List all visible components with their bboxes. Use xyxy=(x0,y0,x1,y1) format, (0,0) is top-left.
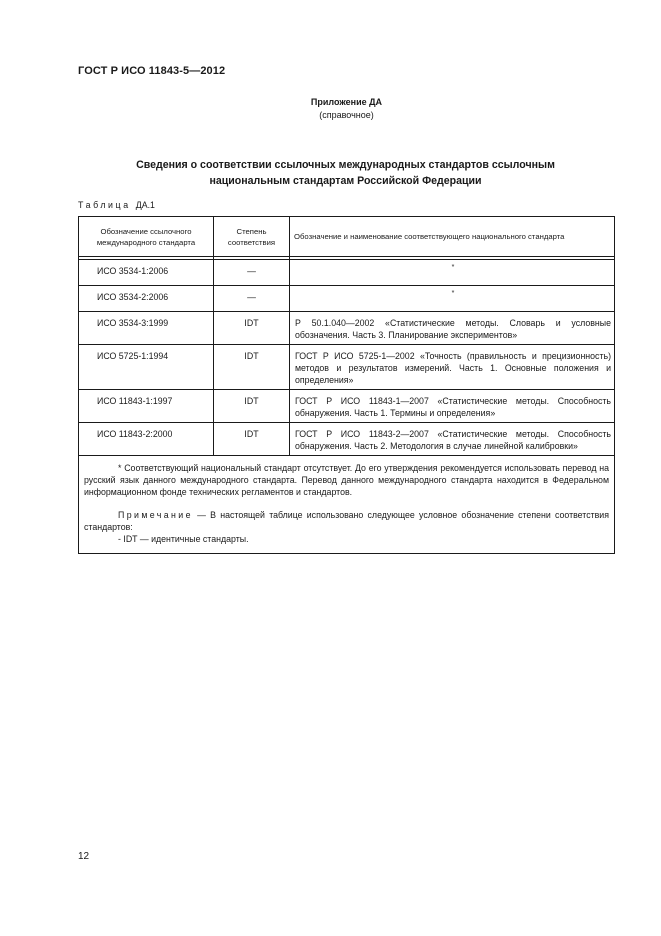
header-col2-line-2: соответствия xyxy=(227,237,276,247)
cell-standard: ИСО 3534-2:2006 xyxy=(79,286,214,312)
table-row xyxy=(79,312,615,345)
document-code: ГОСТ Р ИСО 11843-5—2012 xyxy=(78,65,226,77)
appendix-title: Приложение ДА xyxy=(310,97,383,107)
header-degree xyxy=(214,217,290,257)
appendix-heading xyxy=(0,96,661,122)
section-title-line-1: Сведения о соответствии ссылочных международных стандартов ссылочным xyxy=(136,159,555,171)
header-col1-line-1: Обозначение ссылочного xyxy=(100,226,192,236)
table-caption xyxy=(78,200,155,210)
table-caption-number: ДА.1 xyxy=(135,200,155,210)
cell-national: * xyxy=(290,286,615,312)
page-number: 12 xyxy=(78,851,90,862)
table-row xyxy=(79,260,615,286)
cell-degree: IDT xyxy=(214,312,290,345)
cell-standard: ИСО 3534-1:2006 xyxy=(79,260,214,286)
cell-national: * xyxy=(290,260,615,286)
cell-standard: ИСО 5725-1:1994 xyxy=(79,345,214,390)
table-notes xyxy=(79,456,615,554)
cell-standard: ИСО 11843-2:2000 xyxy=(79,423,214,456)
header-col2-line-1: Степень xyxy=(236,226,267,236)
cell-standard: ИСО 3534-3:1999 xyxy=(79,312,214,345)
cell-degree: IDT xyxy=(214,423,290,456)
cell-national: Р 50.1.040—2002 «Статистические методы. Словарь и условные обозначения. Часть 3. Планирование экспериментов» xyxy=(290,312,615,345)
note xyxy=(84,509,609,533)
header-col1-line-2: международного стандарта xyxy=(96,237,196,247)
section-title-line-2: национальным стандартам Российской Федерации xyxy=(209,175,482,187)
section-title xyxy=(78,157,613,189)
cell-standard: ИСО 11843-1:1997 xyxy=(79,390,214,423)
header-national-standard: Обозначение и наименование соответствующего национального стандарта xyxy=(290,217,615,257)
cell-degree: — xyxy=(214,286,290,312)
cell-national: ГОСТ Р ИСО 11843-2—2007 «Статистические методы. Способность обнаружения. Часть 2. Методология в случае линейной калибровки» xyxy=(290,423,615,456)
table-row xyxy=(79,345,615,390)
appendix-subtitle: (справочное) xyxy=(319,110,374,120)
table-caption-label: Таблица xyxy=(78,200,131,210)
footnote: * Соответствующий национальный стандарт отсутствует. До его утверждения рекомендуется использовать перевод на русский язык данного международного стандарта. Перевод данного международного стандарта находится в Федеральном информационном фонде технических регламентов и стандартов. xyxy=(84,463,609,497)
cell-degree: — xyxy=(214,260,290,286)
table-row xyxy=(79,286,615,312)
cell-national: ГОСТ Р ИСО 11843-1—2007 «Статистические методы. Способность обнаружения. Часть 1. Термины и определения» xyxy=(290,390,615,423)
note-label: Примечание xyxy=(118,510,193,520)
header-international-standard xyxy=(79,217,214,257)
cell-degree: IDT xyxy=(214,345,290,390)
cell-national: ГОСТ Р ИСО 5725-1—2002 «Точность (правильность и прецизионность) методов и результатов измерений. Часть 1. Основные положения и определения» xyxy=(290,345,615,390)
table-header-row xyxy=(79,217,615,257)
table-notes-row xyxy=(79,456,615,554)
correspondence-table xyxy=(78,216,615,554)
note-item: - IDT — идентичные стандарты. xyxy=(118,534,249,544)
table-row xyxy=(79,390,615,423)
table-row xyxy=(79,423,615,456)
note-text: — В настоящей таблице использовано следующее условное обозначение степени соответствия стандартов: xyxy=(84,510,609,532)
cell-degree: IDT xyxy=(214,390,290,423)
